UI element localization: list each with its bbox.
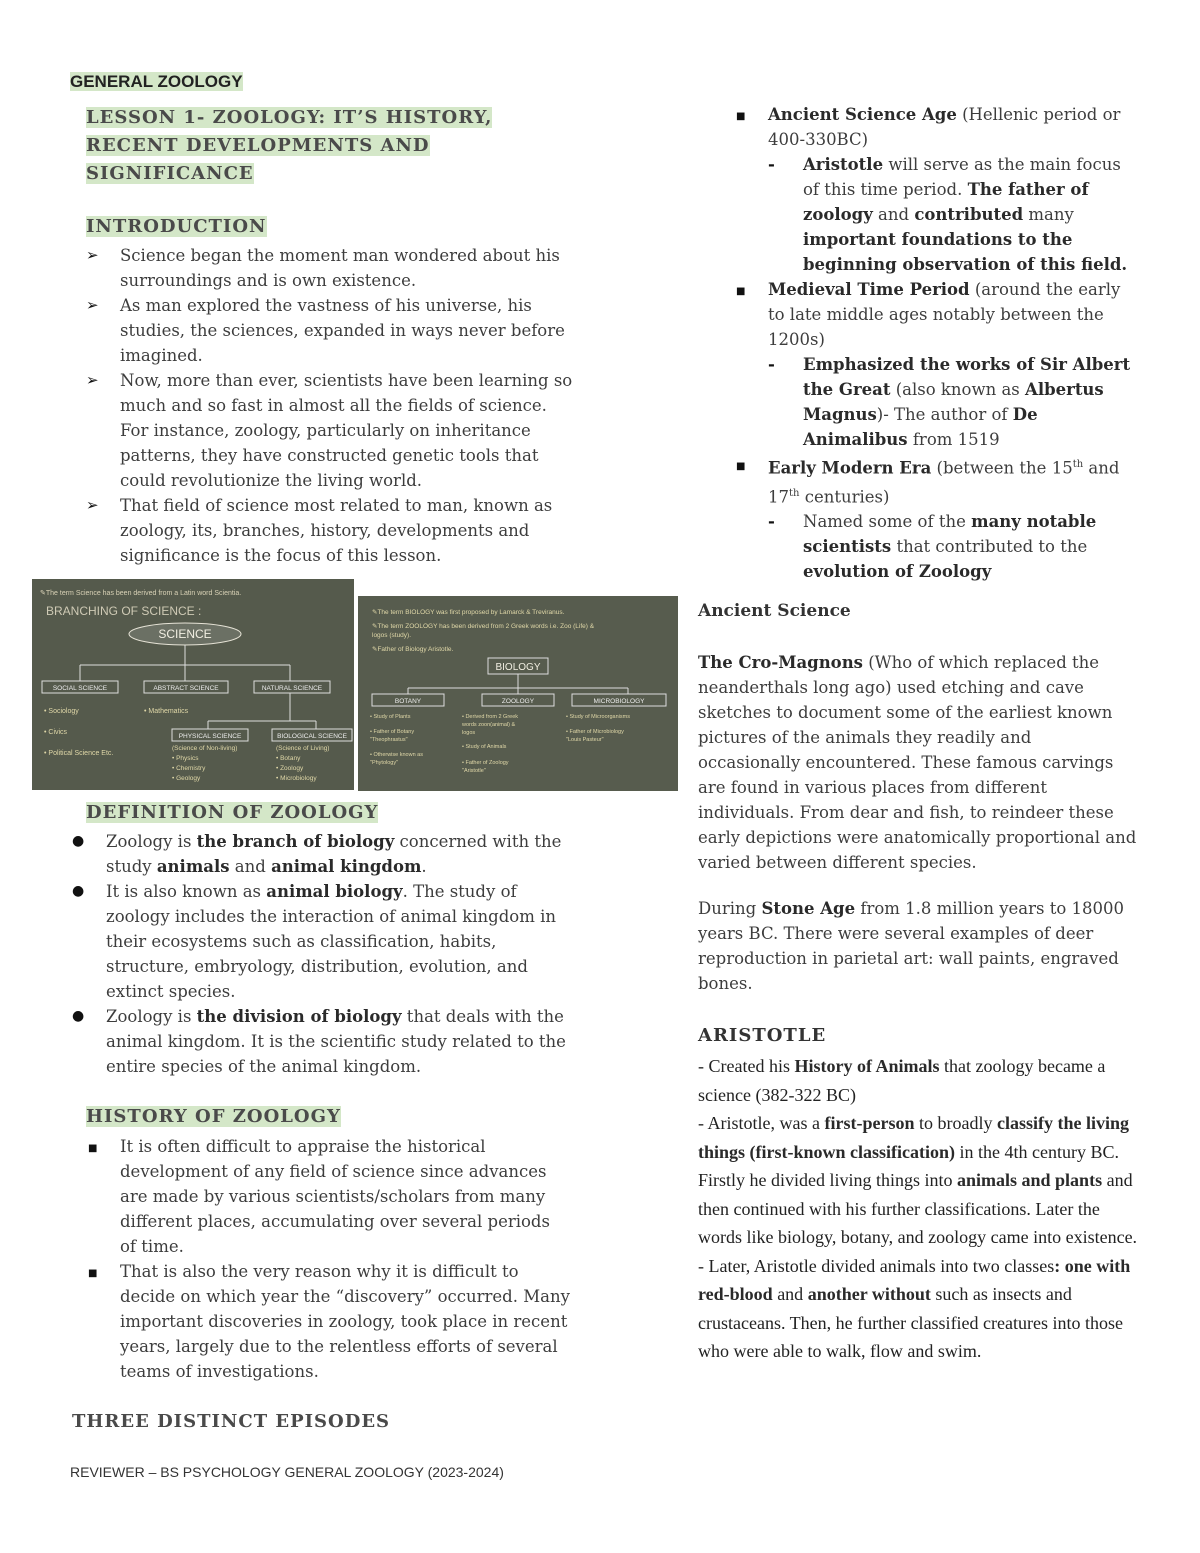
square-bullet-icon: ■ bbox=[736, 461, 746, 472]
list-item: ➢ As man explored the vastness of his universe, his studies, the sciences, expanded in ways never before imagined. bbox=[120, 293, 575, 368]
branch-item: "Theophrastus" bbox=[370, 737, 408, 743]
list-item: ■ That is also the very reason why it is difficult to decide on which year the “discovery” occurred. Many important discoveries in zoology, took place in recent years, largely due to the relentless efforts of several teams of investigations. bbox=[88, 1262, 570, 1381]
branch-item: • Derived from 2 Greek bbox=[462, 714, 519, 720]
document-title: GENERAL ZOOLOGY bbox=[70, 72, 243, 91]
branch-label: BOTANY bbox=[394, 698, 422, 705]
list-item: ■ Early Modern Era (between the 15th and 17th centuries) - Named some of the many notable scientists that contributed to the evolution of Zoology bbox=[768, 452, 1138, 584]
square-bullet-icon: ■ bbox=[88, 1143, 98, 1154]
square-bullet-icon: ■ bbox=[736, 111, 746, 122]
introduction-list bbox=[86, 243, 575, 568]
dash-bullet-icon: - bbox=[768, 355, 775, 374]
arrow-bullet-icon: ➢ bbox=[86, 496, 99, 514]
root-node-label: SCIENCE bbox=[158, 627, 212, 641]
episodes-heading: THREE DISTINCT EPISODES bbox=[72, 1411, 391, 1432]
branch-label: ZOOLOGY bbox=[501, 698, 535, 705]
branch-item: • Study of Animals bbox=[462, 744, 507, 750]
history-heading: HISTORY OF ZOOLOGY bbox=[86, 1106, 341, 1127]
branch-item: • Study of Microorganisms bbox=[566, 714, 630, 720]
dot-bullet-icon: ● bbox=[72, 1008, 85, 1024]
figure-note: logos (study). bbox=[372, 632, 412, 639]
figure-heading: BRANCHING OF SCIENCE : bbox=[46, 604, 202, 618]
list-item: ➢ That field of science most related to man, known as zoology, its, branches, history, developments and significance is the focus of this lesson. bbox=[120, 493, 575, 568]
root-node-label: BIOLOGY bbox=[495, 662, 541, 673]
list-item: ■ It is often difficult to appraise the historical development of any field of science since advances are made by various scientists/scholars from many different places, accumulating over several periods of time. bbox=[88, 1137, 550, 1256]
branch-item: logos bbox=[462, 730, 476, 736]
figure-note: ✎The term Science has been derived from a Latin word Scientia. bbox=[40, 590, 242, 597]
branch-item: • Geology bbox=[172, 775, 201, 782]
branch-item: • Father of Zoology bbox=[462, 760, 509, 766]
list-item: ● It is also known as animal biology. The study of zoology includes the interaction of animal kingdom in their ecosystems such as classification, habits, structure, embryology, distribution, evolution, and extinct species. bbox=[106, 879, 574, 1004]
list-item: ■ Ancient Science Age (Hellenic period or 400-330BC) - Aristotle will serve as the main focus of this time period. The father of zoology and contributed many important foundations to the beginning observation of this field. bbox=[768, 102, 1138, 277]
introduction-heading: INTRODUCTION bbox=[86, 216, 267, 237]
branch-item: • Mathematics bbox=[144, 708, 189, 715]
aristotle-paragraph: - Created his History of Animals that zoology became a science (382-322 BC) bbox=[698, 1056, 1106, 1105]
lesson-title-line: SIGNIFICANCE bbox=[86, 163, 254, 184]
branch-item: (Science of Non-living) bbox=[172, 745, 238, 752]
cro-magnon-paragraph: The Cro-Magnons (Who of which replaced the neanderthals long ago) used etching and cave sketches to document some of the earliest known pictures of the animals they readily and occasionally encountered. These famous carvings are found in various places from different individuals. From dear and fish, to reindeer these early depictions were anatomically proportional and varied between different species. bbox=[698, 653, 1137, 872]
biology-branches-figure bbox=[358, 596, 678, 791]
branch-item: • Study of Plants bbox=[370, 714, 411, 720]
branch-item: "Aristotle" bbox=[462, 768, 486, 774]
branch-item: words zoon(animal) & bbox=[462, 722, 516, 728]
branch-label: ABSTRACT SCIENCE bbox=[153, 685, 219, 692]
branch-item: • Father of Botany bbox=[370, 729, 415, 735]
branch-item: • Chemistry bbox=[172, 765, 206, 772]
figure-note: ✎The term ZOOLOGY has been derived from 2 Greek words i.e. Zoo (Life) & bbox=[372, 623, 595, 630]
arrow-bullet-icon: ➢ bbox=[86, 371, 99, 389]
aristotle-paragraph: - Later, Aristotle divided animals into two classes: one with red-blood and another without such as insects and crustaceans. Then, he further classified creatures into those who were able to walk, flow and swim. bbox=[698, 1255, 1131, 1361]
dash-bullet-icon: - bbox=[768, 155, 775, 174]
branching-of-science-figure bbox=[32, 579, 354, 790]
list-item: ■ Medieval Time Period (around the early to late middle ages notably between the 1200s) - Emphasized the works of Sir Albert the Great (also known as Albertus Magnus)- The author of De Animalibus from 1519 bbox=[768, 277, 1138, 452]
branch-label: BIOLOGICAL SCIENCE bbox=[277, 733, 347, 740]
branch-item: • Physics bbox=[172, 755, 199, 762]
lesson-title bbox=[86, 104, 492, 188]
square-bullet-icon: ■ bbox=[88, 1268, 98, 1279]
branch-item: • Zoology bbox=[276, 765, 304, 772]
branch-item: • Father of Microbiology bbox=[566, 729, 624, 735]
list-item: ● Zoology is the branch of biology concerned with the study animals and animal kingdom. bbox=[106, 829, 574, 879]
branch-item: "Louis Pasteur" bbox=[566, 737, 604, 743]
figure-note: ✎The term BIOLOGY was first proposed by Lamarck & Treviranus. bbox=[372, 609, 565, 616]
branch-item: "Phytology" bbox=[370, 760, 399, 766]
list-item: ● Zoology is the division of biology that deals with the animal kingdom. It is the scientific study related to the entire species of the animal kingdom. bbox=[106, 1004, 574, 1079]
arrow-bullet-icon: ➢ bbox=[86, 246, 99, 264]
branch-item: • Botany bbox=[276, 755, 301, 762]
aristotle-paragraph: - Aristotle, was a first-person to broadly classify the living things (first-known classification) in the 4th century BC. Firstly he divided living things into animals and plants and then continued with his further classifications. Later the words like biology, botany, and zoology came into existence. bbox=[698, 1113, 1138, 1247]
branch-item: • Political Science Etc. bbox=[44, 750, 114, 757]
aristotle-heading: ARISTOTLE bbox=[698, 1025, 827, 1046]
aristotle-section bbox=[698, 1052, 1138, 1366]
ancient-science-heading: Ancient Science bbox=[698, 601, 851, 621]
branch-item: • Sociology bbox=[44, 708, 79, 715]
branch-item: • Otherwise known as bbox=[370, 752, 423, 758]
figure-note: ✎Father of Biology Aristotle. bbox=[372, 646, 454, 653]
list-item: ➢ Now, more than ever, scientists have been learning so much and so fast in almost all the fields of science. For instance, zoology, particularly on inheritance patterns, they have constructed genetic tools that could revolutionize the living world. bbox=[120, 368, 575, 493]
sub-list-item: - Aristotle will serve as the main focus of this time period. The father of zoology and contributed many important foundations to the beginning observation of this field. bbox=[768, 152, 1138, 277]
branch-label: MICROBIOLOGY bbox=[593, 698, 645, 705]
dot-bullet-icon: ● bbox=[72, 833, 85, 849]
page-footer: REVIEWER – BS PSYCHOLOGY GENERAL ZOOLOGY (2023-2024) bbox=[70, 1464, 504, 1480]
sub-list-item: - Emphasized the works of Sir Albert the Great (also known as Albertus Magnus)- The author of De Animalibus from 1519 bbox=[768, 352, 1138, 452]
branch-label: SOCIAL SCIENCE bbox=[52, 685, 108, 692]
dot-bullet-icon: ● bbox=[72, 883, 85, 899]
square-bullet-icon: ■ bbox=[736, 286, 746, 297]
branch-label: NATURAL SCIENCE bbox=[261, 685, 323, 692]
eras-list bbox=[736, 102, 1138, 584]
definition-list bbox=[72, 829, 574, 1079]
history-list bbox=[88, 1134, 570, 1384]
branch-item: (Science of Living) bbox=[276, 745, 330, 752]
branch-item: • Microbiology bbox=[276, 775, 317, 782]
dash-bullet-icon: - bbox=[768, 512, 775, 531]
arrow-bullet-icon: ➢ bbox=[86, 296, 99, 314]
list-item: ➢ Science began the moment man wondered about his surroundings and is own existence. bbox=[120, 243, 575, 293]
stone-age-paragraph: During Stone Age from 1.8 million years to 18000 years BC. There were several examples of deer reproduction in parietal art: wall paints, engraved bones. bbox=[698, 899, 1125, 993]
branch-item: • Civics bbox=[44, 729, 68, 736]
lesson-title-line: RECENT DEVELOPMENTS AND bbox=[86, 135, 430, 156]
definition-heading: DEFINITION OF ZOOLOGY bbox=[86, 802, 379, 823]
lesson-title-line: LESSON 1- ZOOLOGY: IT’S HISTORY, bbox=[86, 107, 493, 128]
sub-list-item: - Named some of the many notable scientists that contributed to the evolution of Zoology bbox=[768, 509, 1138, 584]
branch-label: PHYSICAL SCIENCE bbox=[178, 733, 242, 740]
